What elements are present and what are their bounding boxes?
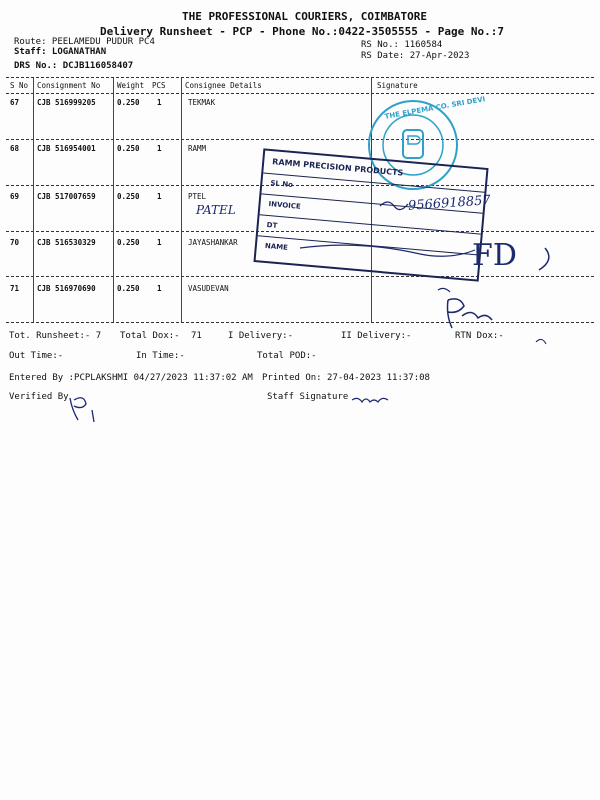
- drs-number: DRS No.: DCJB116058407: [14, 61, 134, 71]
- total-pod: Total POD:-: [257, 351, 317, 361]
- row-weight: 0.250: [117, 98, 140, 107]
- i-delivery: I Delivery:-: [228, 331, 294, 341]
- route-label: Route: PEELAMEDU PUDUR PC4: [14, 37, 155, 47]
- total-dox-label: Total Dox:-: [120, 331, 180, 341]
- col-header-weight: Weight: [117, 81, 145, 90]
- row-sno: 71: [10, 284, 20, 293]
- row-pcs: 1: [157, 238, 162, 247]
- ramm-invoice: INVOICE: [268, 200, 302, 211]
- row-weight: 0.250: [117, 192, 140, 201]
- out-time: Out Time:-: [9, 351, 64, 361]
- handwritten-phone: 9566918857: [407, 193, 492, 214]
- row-consignee: RAMM: [188, 144, 207, 153]
- row-pcs: 1: [157, 284, 162, 293]
- row-consignee: TEKMAK: [188, 98, 216, 107]
- row-consignment: CJB 516970690: [37, 284, 96, 293]
- row-weight: 0.250: [117, 144, 140, 153]
- in-time: In Time:-: [136, 351, 185, 361]
- row-sno: 67: [10, 98, 20, 107]
- ramm-dt: DT: [266, 220, 278, 230]
- row-consignee: PTEL: [188, 192, 207, 201]
- col-header-signature: Signature: [377, 81, 418, 90]
- staff-signature: Staff Signature: [267, 392, 349, 402]
- row-consignment: CJB 516999205: [37, 98, 96, 107]
- row-consignment: CJB 516954001: [37, 144, 96, 153]
- handwritten-patel: PATEL: [196, 203, 236, 217]
- col-header-pcs: PCS: [152, 81, 166, 90]
- row-sno: 68: [10, 144, 20, 153]
- printed-on: Printed On: 27-04-2023 11:37:08: [262, 373, 430, 383]
- col-header-consignment: Consignment No: [37, 81, 101, 90]
- entered-by: Entered By :PCPLAKSHMI 04/27/2023 11:37:02 AM: [9, 373, 253, 383]
- total-dox-value: 71: [191, 331, 202, 341]
- row-weight: 0.250: [117, 284, 140, 293]
- row-sno: 70: [10, 238, 20, 247]
- row-sno: 69: [10, 192, 20, 201]
- row-consignee: JAYASHANKAR: [188, 238, 238, 247]
- col-header-sno: S No: [10, 81, 29, 90]
- ii-delivery: II Delivery:-: [341, 331, 412, 341]
- staff-label: Staff: LOGANATHAN: [14, 47, 107, 57]
- ramm-name: NAME: [264, 241, 289, 252]
- row-consignment: CJB 516530329: [37, 238, 96, 247]
- rs-date: RS Date: 27-Apr-2023: [361, 51, 470, 61]
- ramm-stamp-title: RAMM PRECISION PRODUCTS: [271, 157, 404, 178]
- row-consignment: CJB 517007659: [37, 192, 96, 201]
- verified-by: Verified By: [9, 392, 69, 402]
- row-consignee: VASUDEVAN: [188, 284, 229, 293]
- rtn-dox: RTN Dox:-: [455, 331, 504, 341]
- row-pcs: 1: [157, 144, 162, 153]
- row-weight: 0.250: [117, 238, 140, 247]
- row-pcs: 1: [157, 98, 162, 107]
- col-header-consignee: Consignee Details: [185, 81, 262, 90]
- handwritten-fd: FD: [472, 238, 517, 273]
- ramm-sl-no: SL No: [270, 179, 294, 190]
- runsheet-title: Delivery Runsheet - PCP - Phone No.:0422-3505555 - Page No.:7: [100, 25, 504, 38]
- row-pcs: 1: [157, 192, 162, 201]
- rs-number: RS No.: 1160584: [361, 40, 443, 50]
- company-title: THE PROFESSIONAL COURIERS, COIMBATORE: [182, 10, 428, 23]
- seal-text: THE ELPEMA CO. SRI DEVI: [384, 95, 486, 121]
- tot-runsheet: Tot. Runsheet:- 7: [9, 331, 102, 341]
